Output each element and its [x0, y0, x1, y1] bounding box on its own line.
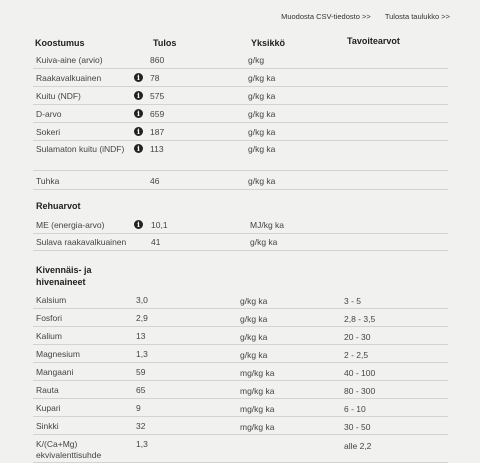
table-row — [33, 217, 448, 234]
table-row — [33, 141, 448, 171]
table-row — [33, 400, 448, 417]
row-unit: MJ/kg ka — [250, 220, 285, 230]
row-name: Sinkki — [36, 421, 59, 431]
table-row — [33, 382, 448, 399]
info-icon[interactable]: i — [134, 127, 143, 136]
row-divider — [33, 434, 448, 435]
table-row — [33, 418, 448, 435]
row-target: 2 - 2,5 — [344, 350, 369, 360]
row-divider — [33, 122, 448, 123]
row-unit: g/kg ka — [248, 91, 276, 101]
row-unit: g/kg ka — [248, 127, 276, 137]
row-unit: g/kg ka — [240, 350, 268, 360]
row-name: Tuhka — [36, 176, 60, 186]
row-value: 3,0 — [136, 295, 148, 305]
row-unit: g/kg ka — [248, 73, 276, 83]
row-unit: g/kg ka — [248, 109, 276, 119]
row-value: 1,3 — [136, 349, 148, 359]
row-value: 10,1 — [151, 220, 168, 230]
table-row — [33, 106, 448, 123]
top-links — [269, 12, 450, 21]
table-row — [33, 310, 448, 327]
row-value: 113 — [150, 144, 164, 154]
row-name: Mangaani — [36, 367, 74, 377]
row-unit: mg/kg ka — [240, 422, 275, 432]
table-row — [33, 70, 448, 87]
row-name: Sulava raakavalkuainen — [36, 237, 127, 247]
row-target: 80 - 300 — [344, 386, 376, 396]
row-divider — [33, 250, 448, 251]
row-name: Fosfori — [36, 313, 62, 323]
row-name: Kuitu (NDF) — [36, 91, 81, 101]
section-title-minerals: Kivennäis- ja hivenaineet — [36, 265, 92, 287]
row-divider — [33, 398, 448, 399]
row-name: Kalsium — [36, 295, 67, 305]
row-divider — [33, 68, 448, 69]
row-divider — [33, 104, 448, 105]
row-name: Raakavalkuainen — [36, 73, 102, 83]
row-value: 659 — [150, 109, 165, 119]
row-value: 41 — [151, 237, 161, 247]
row-unit: g/kg ka — [240, 332, 268, 342]
row-value: 2,9 — [136, 313, 148, 323]
table-row — [33, 346, 448, 363]
row-unit: g/kg ka — [250, 237, 278, 247]
row-target: 2,8 - 3,5 — [344, 314, 376, 324]
row-name: Sulamaton kuitu (iNDF) — [36, 144, 125, 154]
row-unit: g/kg ka — [240, 296, 268, 306]
table-row — [33, 173, 448, 190]
row-name: Magnesium — [36, 349, 80, 359]
row-unit: g/kg — [248, 55, 265, 65]
header-result: Tulos — [153, 38, 177, 48]
row-target: 6 - 10 — [344, 404, 366, 414]
row-target: alle 2,2 — [344, 441, 372, 451]
row-value: 13 — [136, 331, 146, 341]
table-row — [33, 292, 448, 309]
info-icon[interactable]: i — [134, 220, 143, 229]
row-unit: mg/kg ka — [240, 368, 275, 378]
row-divider — [33, 189, 448, 190]
row-divider — [33, 380, 448, 381]
row-divider — [33, 416, 448, 417]
info-icon[interactable]: i — [134, 109, 143, 118]
row-name: D-arvo — [36, 109, 62, 119]
row-divider — [33, 170, 448, 171]
row-target: 30 - 50 — [344, 422, 371, 432]
table-row — [33, 436, 448, 463]
row-unit: mg/kg ka — [240, 386, 275, 396]
row-divider — [33, 344, 448, 345]
row-unit: mg/kg ka — [240, 404, 275, 414]
print-table-link[interactable]: Tulosta taulukko >> — [384, 12, 450, 21]
row-value: 78 — [150, 73, 160, 83]
row-target: 20 - 30 — [344, 332, 371, 342]
info-icon[interactable]: i — [134, 144, 143, 153]
table-row — [33, 234, 448, 251]
table-row — [33, 88, 448, 105]
row-value: 1,3 — [136, 439, 148, 449]
row-target: 40 - 100 — [344, 368, 376, 378]
row-name: Rauta — [36, 385, 59, 395]
section-title-feed-values: Rehuarvot — [36, 201, 81, 211]
row-name: Sokeri — [36, 127, 61, 137]
row-divider — [33, 86, 448, 87]
row-unit: g/kg ka — [248, 144, 276, 154]
row-value: 575 — [150, 91, 165, 101]
table-row — [33, 52, 448, 69]
row-value: 59 — [136, 367, 146, 377]
row-value: 65 — [136, 385, 146, 395]
row-value: 32 — [136, 421, 146, 431]
row-unit: g/kg ka — [240, 314, 268, 324]
row-name: Kalium — [36, 331, 62, 341]
row-target: 3 - 5 — [344, 296, 362, 306]
table-row — [33, 328, 448, 345]
row-name: Kupari — [36, 403, 61, 413]
create-csv-link[interactable]: Muodosta CSV-tiedosto >> — [281, 12, 371, 21]
row-name: K/(Ca+Mg) ekvivalenttisuhde — [36, 439, 102, 460]
row-value: 860 — [150, 55, 165, 65]
header-composition: Koostumus — [35, 38, 85, 48]
row-unit: g/kg ka — [248, 176, 276, 186]
row-value: 46 — [150, 176, 160, 186]
row-name: ME (energia-arvo) — [36, 220, 105, 230]
table-row — [33, 364, 448, 381]
info-icon[interactable]: i — [134, 73, 143, 82]
row-value: 9 — [136, 403, 141, 413]
row-divider — [33, 308, 448, 309]
header-unit: Yksikkö — [251, 38, 286, 48]
table-row — [33, 124, 448, 141]
row-divider — [33, 326, 448, 327]
info-icon[interactable]: i — [134, 91, 143, 100]
row-divider — [33, 362, 448, 363]
header-target: Tavoitearvot — [347, 36, 400, 46]
row-value: 187 — [150, 127, 165, 137]
row-name: Kuiva-aine (arvio) — [36, 55, 103, 65]
